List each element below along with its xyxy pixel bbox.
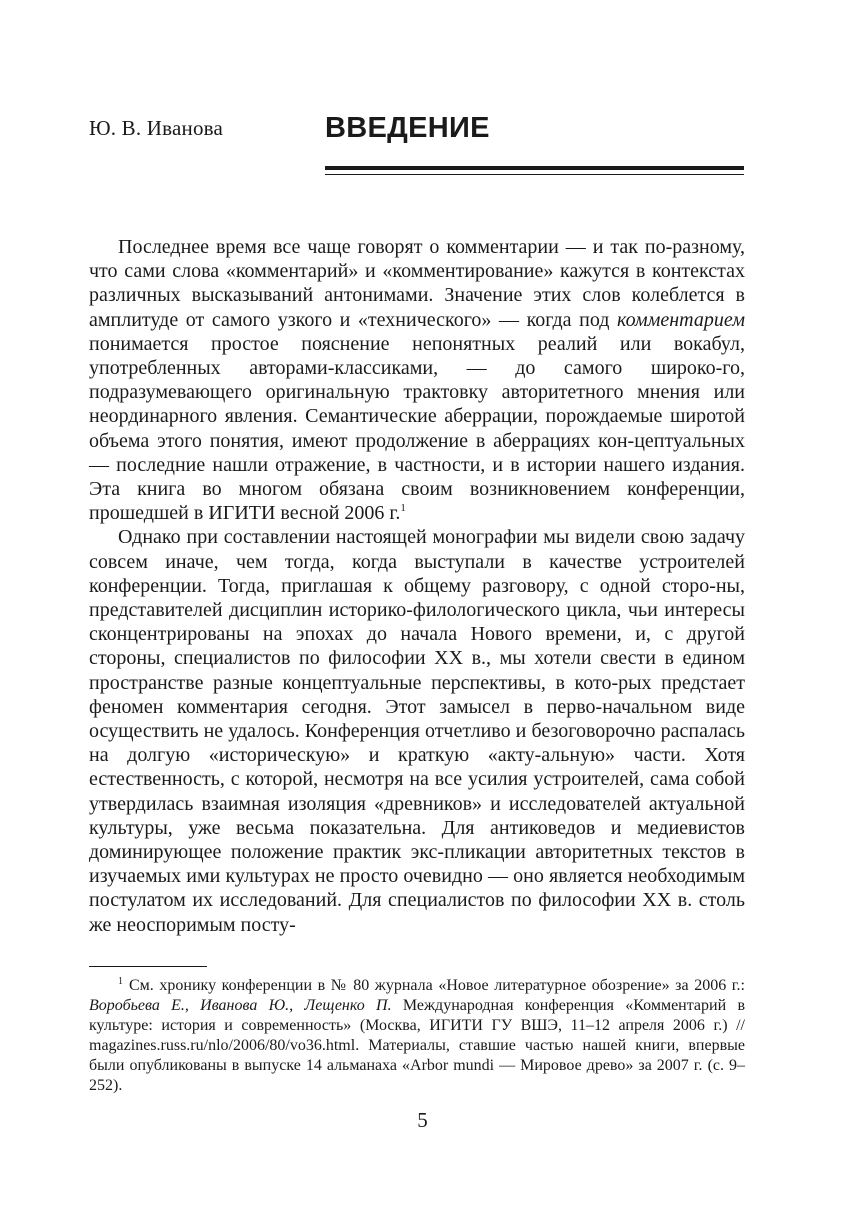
footnote-text-a: См. хронику конференции в № 80 журнала «Новое литературное обозрение» за 2006 г.: — [129, 977, 745, 994]
footnote-authors: Воробьева Е., Иванова Ю., Лещенко П. — [89, 997, 392, 1014]
page-number: 5 — [417, 1108, 428, 1132]
title-rule-thick — [325, 166, 744, 170]
chapter-title: ВВЕДЕНИЕ — [325, 112, 490, 144]
footnote-reference[interactable]: 1 — [400, 502, 406, 515]
footnote-number: 1 — [118, 976, 123, 987]
paragraph-1-text-b: понимается простое пояснение непонятных реалий или вокабул, употребленных авторами-классиками, — до самого широко-го, подразумевающего оригинальную трактовку авторитетного мнения или неординарного явления. Семантические аберрации, порождаемые широтой объема этого понятия, имеют продолжение в аберрациях кон-цептуальных — последние нашли отражение, в частности, и в истории нашего издания. Эта книга во многом обязана своим возникновением конференции, прошедшей в ИГИТИ весной 2006 г. — [89, 332, 745, 525]
body-text — [89, 235, 745, 937]
footnote-text-b: Международная конференция «Комментарий в культуре: история и современность» (Москва, ИГИТИ ГУ ВШЭ, 11–12 апреля 2006 г.) // magazines.russ.ru/nlo/2006/80/vo36.html. Материалы, ставшие частью нашей книги, впервые были опубликованы в выпуске 14 альманаха «Arbor mundi — Мировое древо» за 2007 г. (с. 9–252). — [89, 997, 745, 1094]
footnote — [89, 976, 745, 1096]
paragraph-2: Однако при составлении настоящей монографии мы видели свою задачу совсем иначе, чем тогда, когда выступали в качестве устроителей конференции. Тогда, приглашая к общему разговору, с одной сторо-ны, представителей дисциплин историко-филологического цикла, чьи интересы сконцентрированы на эпохах до начала Нового времени, и, с другой стороны, специалистов по философии XX в., мы хотели свести в едином пространстве разные концептуальные перспективы, в кото-рых предстает феномен комментария сегодня. Этот замысел в перво-начальном виде осуществить не удалось. Конференция отчетливо и безоговорочно распалась на долгую «историческую» и краткую «акту-альную» части. Хотя естественность, с которой, несмотря на все усилия устроителей, сама собой утвердилась взаимная изоляция «древников» и исследователей актуальной культуры, уже весьма показательна. Для антиковедов и медиевистов доминирующее положение практик экс-пликации авторитетных текстов в изучаемых ими культурах не просто очевидно — оно является необходимым постулатом их исследований. Для специалистов по философии XX в. столь же неоспоримым посту- — [89, 526, 745, 936]
footnote-separator — [89, 966, 207, 967]
running-author: Ю. В. Иванова — [89, 116, 224, 140]
title-rule-thin — [325, 174, 744, 175]
paragraph-1-emphasis: комментарием — [617, 308, 745, 331]
paragraph-1 — [89, 235, 745, 525]
paragraph-1-text-a: Последнее время все чаще говорят о комментарии — и так по-разному, что сами слова «комментарий» и «комментирование» кажутся в контекстах различных высказываний антонимами. Значение этих слов колеблется в амплитуде от самого узкого и «технического» — когда под — [89, 236, 745, 331]
